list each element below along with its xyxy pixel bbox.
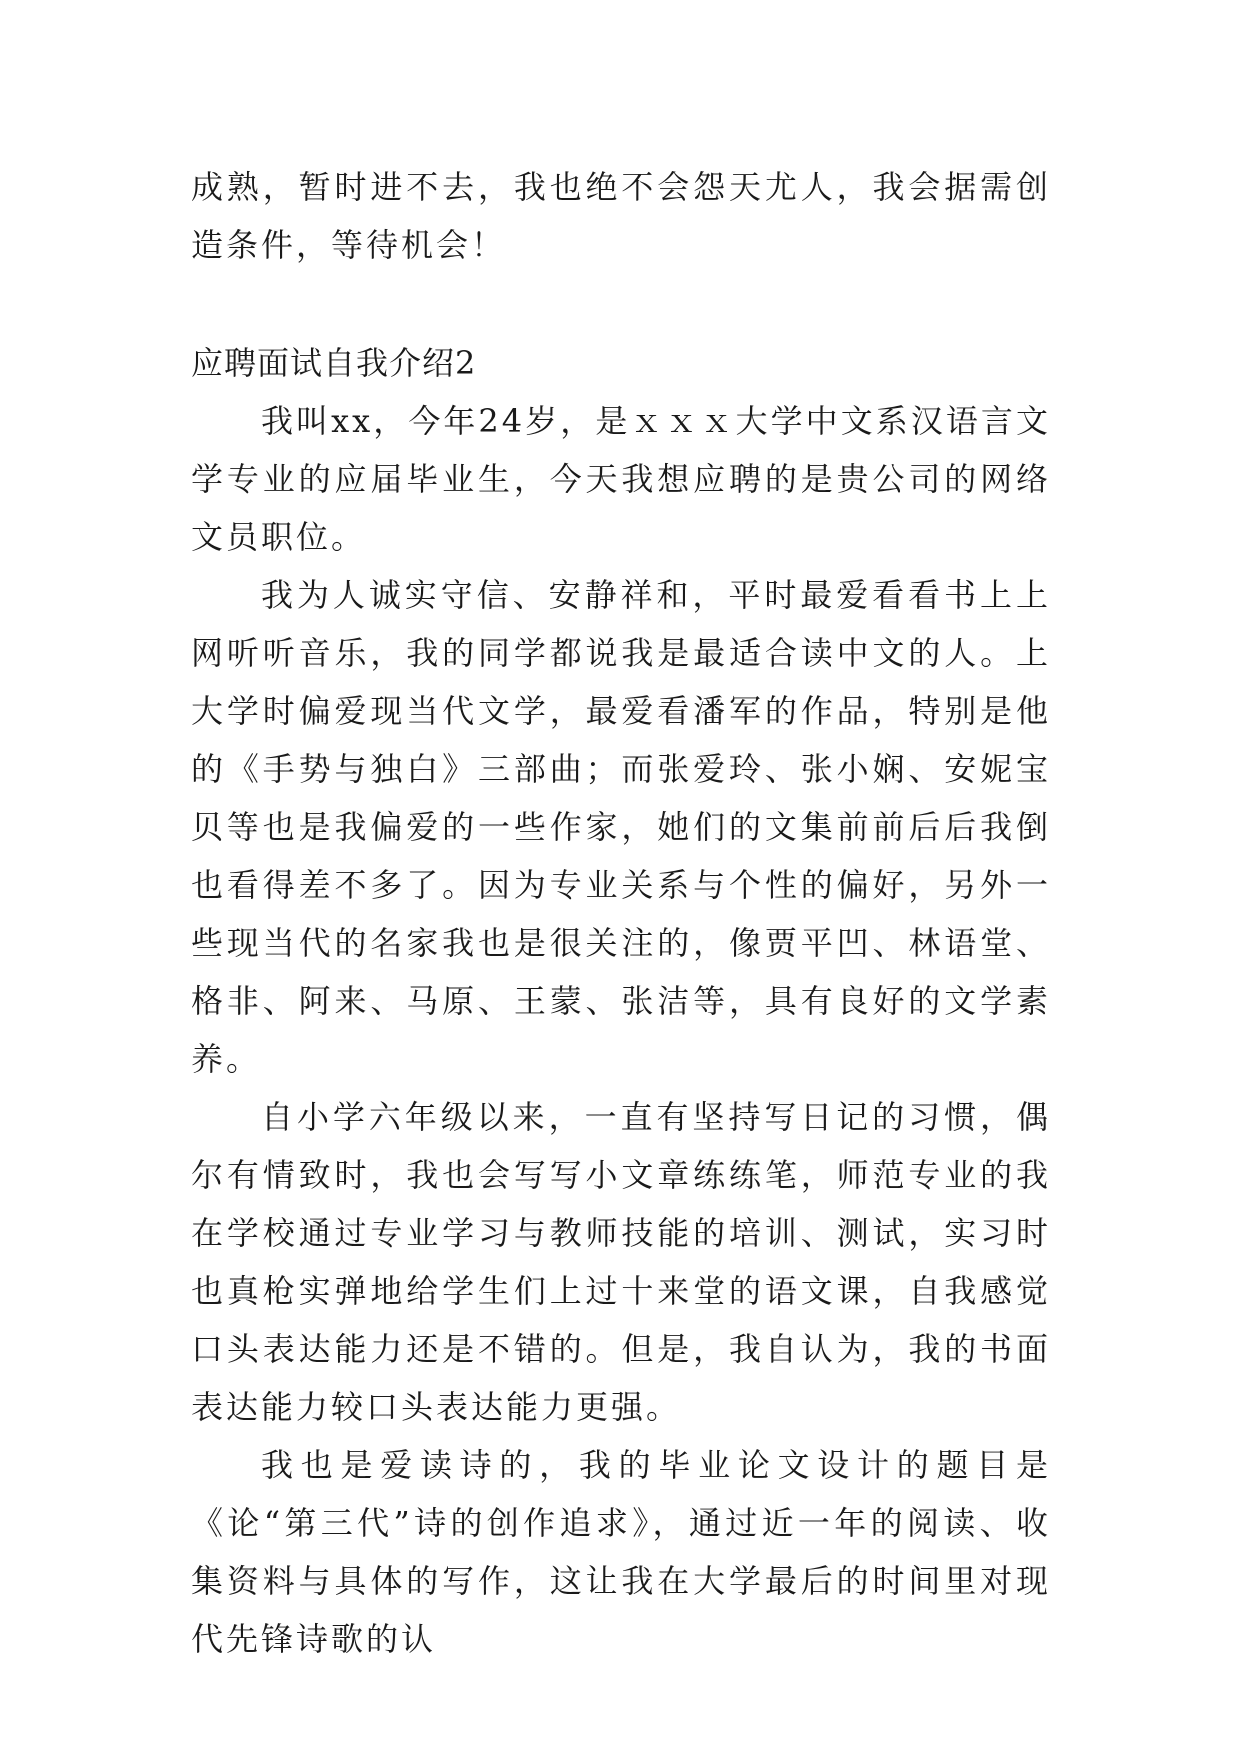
paragraph-writing-habit: 自小学六年级以来，一直有坚持写日记的习惯，偶尔有情致时，我也会写写小文章练练笔，师范专业的我在学校通过专业学习与教师技能的培训、测试，实习时也真枪实弹地给学生们上过十来堂的语文课，自我感觉口头表达能力还是不错的。但是，我自认为，我的书面表达能力较口头表达能力更强。 [191, 1098, 1051, 1426]
section-title: 应聘面试自我介绍2 [191, 344, 477, 382]
paragraph-poetry: 我也是爱读诗的，我的毕业论文设计的题目是《论“第三代”诗的创作追求》，通过近一年的阅读、收集资料与具体的写作，这让我在大学最后的时间里对现代先锋诗歌的认 [191, 1446, 1051, 1658]
section-body [191, 392, 1051, 1668]
continuation-paragraph: 成熟，暂时进不去，我也绝不会怨天尤人，我会据需创造条件，等待机会！ [191, 168, 1051, 264]
paragraph-introduction: 我叫xx，今年24岁，是ｘｘｘ大学中文系汉语言文学专业的应届毕业生，今天我想应聘的是贵公司的网络文员职位。 [191, 402, 1051, 556]
paragraph-personality: 我为人诚实守信、安静祥和，平时最爱看看书上上网听听音乐，我的同学都说我是最适合读中文的人。上大学时偏爱现当代文学，最爱看潘军的作品，特别是他的《手势与独白》三部曲；而张爱玲、张小娴、安妮宝贝等也是我偏爱的一些作家，她们的文集前前后后我倒也看得差不多了。因为专业关系与个性的偏好，另外一些现当代的名家我也是很关注的，像贾平凹、林语堂、格非、阿来、马原、王蒙、张洁等，具有良好的文学素养。 [191, 576, 1051, 1078]
